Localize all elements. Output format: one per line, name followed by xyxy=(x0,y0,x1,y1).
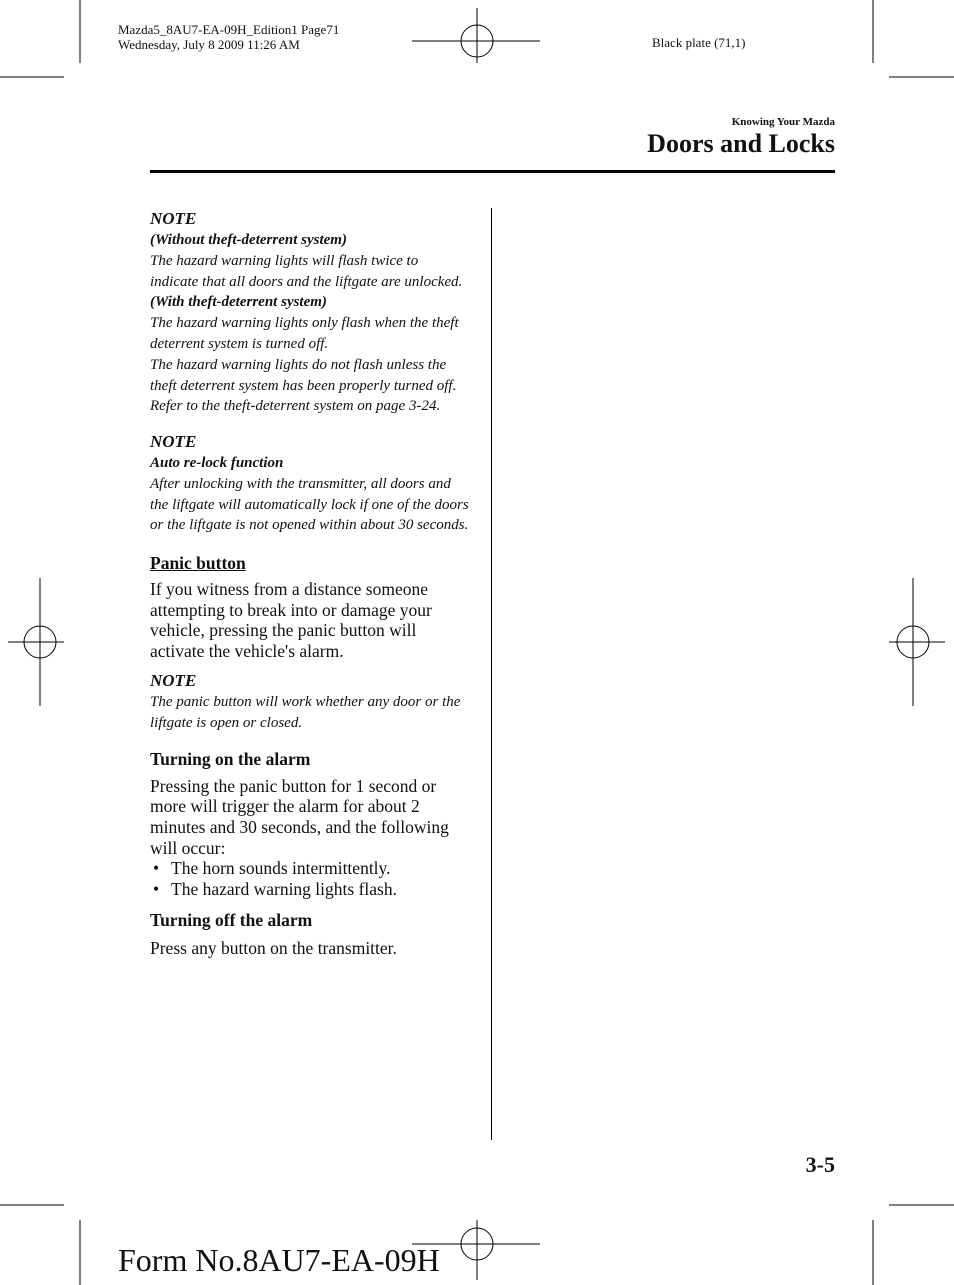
alarm-effects-list xyxy=(150,858,470,899)
section-subtitle: Knowing Your Mazda xyxy=(731,116,835,128)
note-text: The hazard warning lights only flash when the theft deterrent system is turned off. xyxy=(150,315,459,353)
note-auto-relock xyxy=(150,431,470,536)
alarm-off-heading: Turning off the alarm xyxy=(150,910,313,931)
note-subheading: (With theft-deterrent system) xyxy=(150,294,327,311)
note-text: The panic button will work whether any door or the liftgate is open or closed. xyxy=(150,694,461,732)
print-meta xyxy=(118,22,339,52)
note-heading: NOTE xyxy=(150,209,197,228)
note-text: After unlocking with the transmitter, all doors and the liftgate will automatically lock if one of the doors or the liftgate is not opened within about 30 seconds. xyxy=(150,475,469,534)
page-number: 3-5 xyxy=(805,1152,835,1177)
list-item: • The hazard warning lights flash. xyxy=(153,878,397,899)
print-meta-line2: Wednesday, July 8 2009 11:26 AM xyxy=(118,37,300,52)
bullet-icon: • xyxy=(153,878,160,899)
section-title: Doors and Locks xyxy=(647,129,835,158)
header-rule xyxy=(150,170,835,173)
alarm-off-text: Press any button on the transmitter. xyxy=(150,938,397,959)
note-heading: NOTE xyxy=(150,431,197,451)
note-text: Refer to the theft-deterrent system on page 3-24. xyxy=(150,398,441,415)
note-heading: NOTE xyxy=(150,671,197,691)
note-subheading: Auto re-lock function xyxy=(150,454,284,471)
column-divider xyxy=(491,208,492,1140)
note-text: The hazard warning lights do not flash unless the theft deterrent system has been properly turned off. xyxy=(150,356,457,394)
note-subheading: (Without theft-deterrent system) xyxy=(150,232,347,248)
form-number: Form No.8AU7-EA-09H xyxy=(118,1242,440,1278)
plate-label: Black plate (71,1) xyxy=(652,35,746,50)
note-text: The hazard warning lights will flash twice to indicate that all doors and the liftgate are unlocked. xyxy=(150,253,463,290)
note-without-theft xyxy=(150,208,470,417)
alarm-on-text: Pressing the panic button for 1 second or more will trigger the alarm for about 2 minutes and 30 seconds, and the following will occur: xyxy=(150,775,449,858)
alarm-on-heading: Turning on the alarm xyxy=(150,748,311,769)
panic-button-heading: Panic button xyxy=(150,553,246,574)
bullet-icon: • xyxy=(153,858,160,879)
print-meta-line1: Mazda5_8AU7-EA-09H_Edition1 Page71 xyxy=(118,22,340,37)
note-panic xyxy=(150,670,470,733)
left-column xyxy=(150,208,470,959)
list-item: • The horn sounds intermittently. xyxy=(153,858,391,879)
panic-button-text: If you witness from a distance someone attempting to break into or damage your vehicle, pressing the panic button will activate the vehicle's alarm. xyxy=(150,579,432,661)
